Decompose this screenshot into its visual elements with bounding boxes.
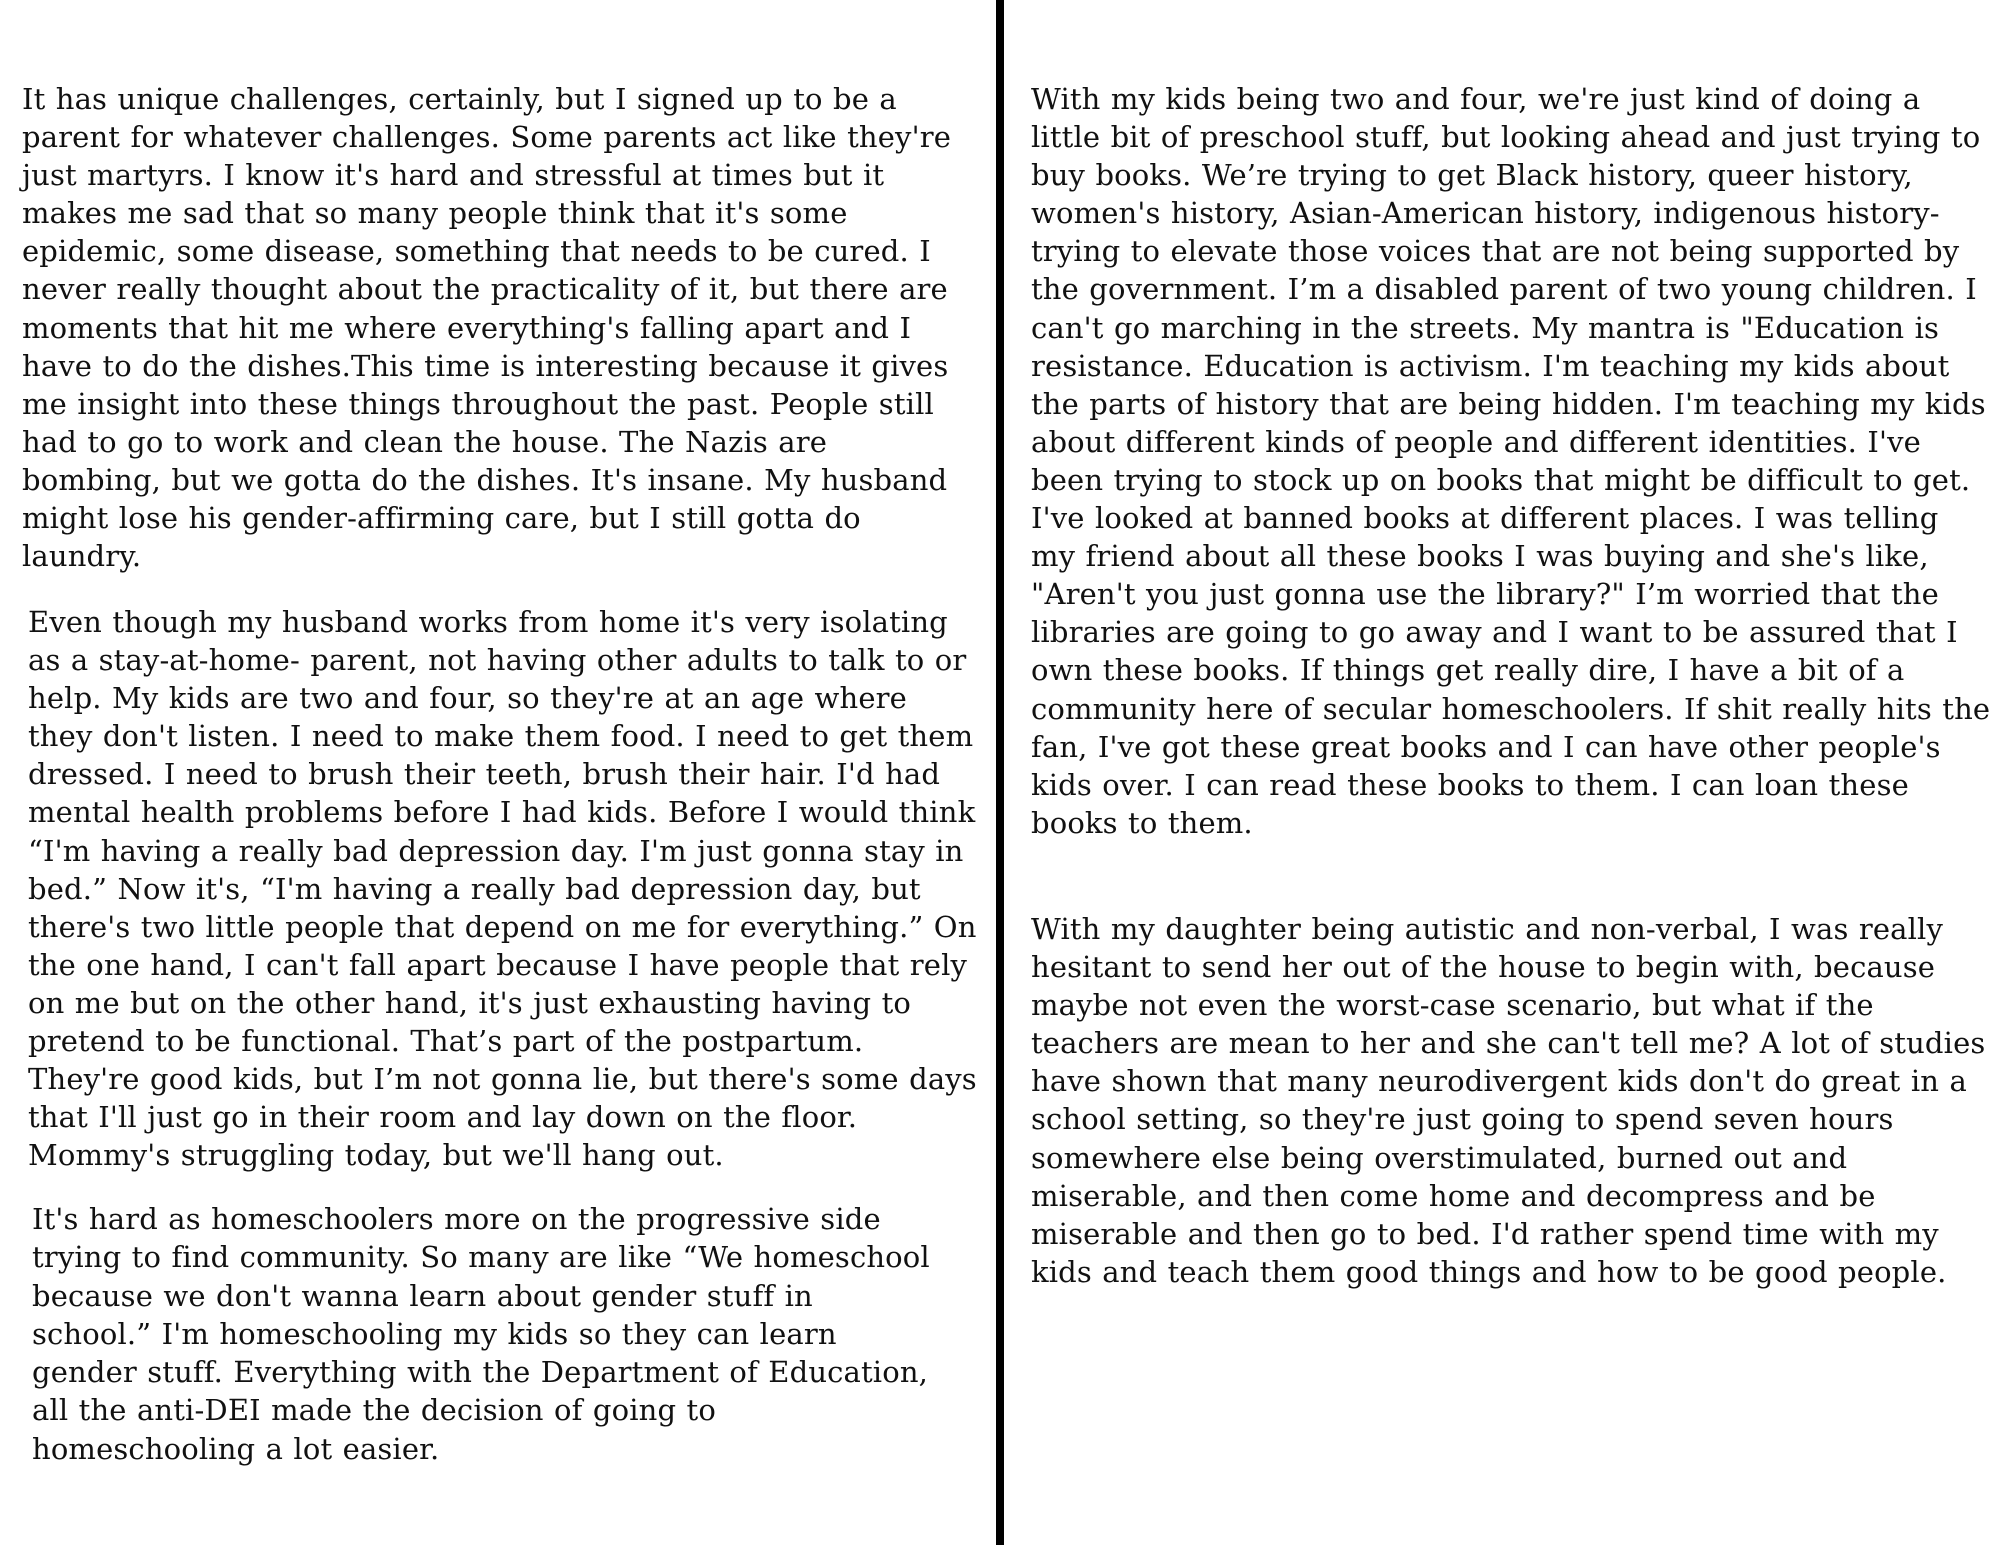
left-paragraph-1: It has unique challenges, certainly, but I signed up to be a parent for whatever challenges. Some parents act like they're just martyrs. I know it's hard and stressful at times but it makes me sad that so many people think that it's some epidemic, some disease, something that needs to be cured. I never really thought about the practicality of it, but there are moments that hit me where everything's falling apart and I have to do the dishes.This time is interesting because it gives me insight into these things throughout the past. People still had to go to work and clean the house. The Nazis are bombing, but we gotta do the dishes. It's insane. My husband might lose his gender-affirming care, but I still gotta do laundry. [22, 82, 952, 574]
right-paragraph-2: With my daughter being autistic and non-verbal, I was really hesitant to send her out of the house to begin with, because maybe not even the worst-case scenario, but what if the teachers are mean to her and she can't tell me? A lot of studies have shown that many neurodivergent kids don't do great in a school setting, so they're just going to spend seven hours somewhere else being overstimulated, burned out and miserable, and then come home and decompress and be miserable and then go to bed. I'd rather spend time with my kids and teach them good things and how to be good people. [1031, 912, 1986, 1289]
column-divider [996, 0, 1004, 1545]
right-paragraph-1: With my kids being two and four, we're just kind of doing a little bit of preschool stuff, but looking ahead and just trying to buy books. We’re trying to get Black history, queer history, women's history, Asian-American history, indigenous history- trying to elevate those voices that are not being supported by the government. I’m a disabled parent of two young children. I can't go marching in the streets. My mantra is "Education is resistance. Education is activism. I'm teaching my kids about the parts of history that are being hidden. I'm teaching my kids about different kinds of people and different identities. I've been trying to stock up on books that might be difficult to get. I've looked at banned books at different places. I was telling my friend about all these books I was buying and she's like, "Aren't you just gonna use the library?" I’m worried that the libraries are going to go away and I want to be assured that I own these books. If things get really dire, I have a bit of a community here of secular homeschoolers. If shit really hits the fan, I've got these great books and I can have other people's kids over. I can read these books to them. I can loan these books to them. [1031, 82, 1991, 840]
left-paragraph-2: Even though my husband works from home it's very isolating as a stay-at-home- parent, not having other adults to talk to or help. My kids are two and four, so they're at an age where they don't listen. I need to make them food. I need to get them dressed. I need to brush their teeth, brush their hair. I'd had mental health problems before I had kids. Before I would think “I'm having a really bad depression day. I'm just gonna stay in bed.” Now it's, “I'm having a really bad depression day, but there's two little people that depend on me for everything.” On the one hand, I can't fall apart because I have people that rely on me but on the other hand, it's just exhausting having to pretend to be functional. That’s part of the postpartum. They're good kids, but I’m not gonna lie, but there's some days that I'll just go in their room and lay down on the floor. Mommy's struggling today, but we'll hang out. [28, 605, 977, 1173]
left-paragraph-3: It's hard as homeschoolers more on the progressive side trying to find community. So many are like “We homeschool because we don't wanna learn about gender stuff in school.” I'm homeschooling my kids so they can learn gender stuff. Everything with the Department of Education, all the anti-DEI made the decision of going to homeschooling a lot easier. [32, 1202, 930, 1466]
